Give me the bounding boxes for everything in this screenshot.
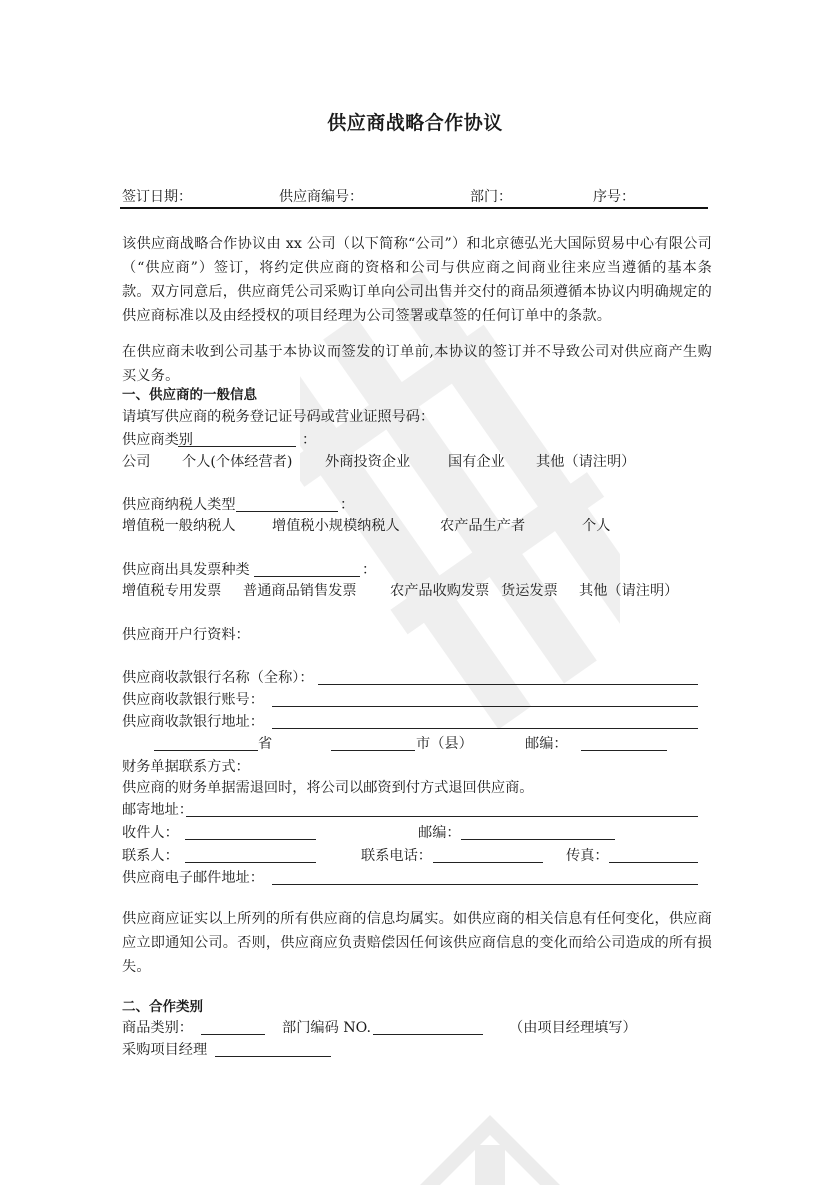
product-category-field[interactable]	[201, 1034, 265, 1035]
intro-paragraph: 该供应商战略合作协议由 xx 公司（以下简称“公司”）和北京德弘光大国际贸易中心有限公司（“供应商”）签订，将约定供应商的资格和公司与供应商之间商业往来应当遵循的基本条款。双方同意后，供应商凭公司采购订单向公司出售并交付的商品须遵循本协议内明确规定的供应商标准以及由经授权的项目经理为公司签署或草签的任何订单中的条款。	[122, 236, 712, 324]
invoice-option-freight[interactable]: 货运发票	[501, 583, 558, 599]
recipient-postcode-field[interactable]	[461, 839, 615, 840]
taxpayer-type-blank[interactable]	[236, 511, 338, 512]
purchase-manager-label: 采购项目经理	[122, 1042, 208, 1058]
header-divider	[120, 207, 708, 209]
invoice-type-blank[interactable]	[254, 576, 360, 577]
bank-postcode-label: 邮编：	[525, 736, 568, 752]
bank-name-field[interactable]	[318, 684, 698, 685]
category-option-foreign[interactable]: 外商投资企业	[325, 454, 411, 470]
email-field[interactable]	[272, 884, 698, 885]
mailing-address-field[interactable]	[186, 816, 698, 817]
taxpayer-option-general[interactable]: 增值税一般纳税人	[122, 518, 236, 534]
category-suffix: ：	[302, 432, 317, 448]
contact-person-label: 联系人：	[122, 848, 179, 864]
recipient-postcode-label: 邮编：	[418, 825, 461, 841]
category-label: 供应商类别	[122, 432, 193, 448]
category-option-state[interactable]: 国有企业	[448, 454, 505, 470]
dept-code-label: 部门编码 NO.	[282, 1020, 371, 1036]
province-label: 省	[258, 736, 273, 752]
bank-address-label: 供应商收款银行地址：	[122, 714, 264, 730]
department-label: 部门：	[470, 189, 512, 205]
filled-by-note: （由项目经理填写）	[509, 1020, 637, 1036]
bank-account-label: 供应商收款银行账号：	[122, 692, 264, 708]
city-label: 市（县）	[416, 736, 473, 752]
sign-date-label: 签订日期：	[122, 189, 192, 205]
bank-address-field[interactable]	[272, 728, 698, 729]
fax-label: 传真：	[566, 848, 609, 864]
contact-phone-field[interactable]	[433, 862, 543, 863]
supplier-no-label: 供应商编号：	[279, 189, 363, 205]
invoice-option-vat-special[interactable]: 增值税专用发票	[122, 583, 222, 599]
section1-heading: 一、供应商的一般信息	[122, 387, 257, 403]
recipient-label: 收件人：	[122, 825, 179, 841]
taxpayer-option-individual[interactable]: 个人	[582, 518, 611, 534]
invoice-type-suffix: ：	[362, 562, 377, 578]
province-field[interactable]	[154, 750, 258, 751]
taxpayer-option-farmer[interactable]: 农产品生产者	[440, 518, 526, 534]
obligation-paragraph: 在供应商未收到公司基于本协议而签发的订单前,本协议的签订并不导致公司对供应商产生购买义务。	[122, 344, 712, 384]
invoice-type-label: 供应商出具发票种类	[122, 562, 250, 578]
bank-name-label: 供应商收款银行名称（全称）：	[122, 670, 314, 686]
section2-heading: 二、合作类别	[122, 999, 203, 1015]
contact-phone-label: 联系电话：	[361, 848, 432, 864]
email-label: 供应商电子邮件地址：	[122, 870, 264, 886]
taxpayer-type-label: 供应商纳税人类型	[122, 497, 236, 513]
watermark-corner-icon	[420, 1115, 560, 1195]
bank-account-field[interactable]	[272, 706, 698, 707]
category-option-other[interactable]: 其他（请注明）	[536, 454, 636, 470]
invoice-option-general-sales[interactable]: 普通商品销售发票	[243, 583, 357, 599]
category-option-individual[interactable]: 个人(个体经营者)	[182, 454, 293, 470]
finance-contact-label: 财务单据联系方式：	[122, 759, 250, 775]
fax-field[interactable]	[609, 862, 698, 863]
product-category-label: 商品类别：	[122, 1020, 193, 1036]
finance-return-note: 供应商的财务单据需退回时，将公司以邮资到付方式退回供应商。	[122, 780, 534, 796]
mailing-address-label: 邮寄地址：	[122, 802, 193, 818]
purchase-manager-field[interactable]	[215, 1056, 331, 1057]
document-title: 供应商战略合作协议	[327, 112, 503, 134]
taxpayer-option-small[interactable]: 增值税小规模纳税人	[272, 518, 400, 534]
bank-postcode-field[interactable]	[581, 750, 667, 751]
city-field[interactable]	[331, 750, 415, 751]
category-option-company[interactable]: 公司	[122, 454, 151, 470]
contact-person-field[interactable]	[185, 862, 316, 863]
category-blank[interactable]	[178, 446, 296, 447]
invoice-option-agri-purchase[interactable]: 农产品收购发票	[390, 583, 490, 599]
invoice-option-other[interactable]: 其他（请注明）	[579, 583, 679, 599]
taxpayer-type-suffix: ：	[340, 497, 355, 513]
bank-info-label: 供应商开户行资料：	[122, 627, 250, 643]
recipient-field[interactable]	[185, 839, 316, 840]
verification-paragraph: 供应商应证实以上所列的所有供应商的信息均属实。如供应商的相关信息有任何变化，供应商应立即通知公司。否则，供应商应负责赔偿因任何该供应商信息的变化而给公司造成的所有损失。	[122, 911, 712, 975]
dept-code-field[interactable]	[373, 1034, 483, 1035]
serial-no-label: 序号：	[593, 189, 635, 205]
tax-id-prompt: 请填写供应商的税务登记证号码或营业证照号码：	[122, 409, 435, 425]
